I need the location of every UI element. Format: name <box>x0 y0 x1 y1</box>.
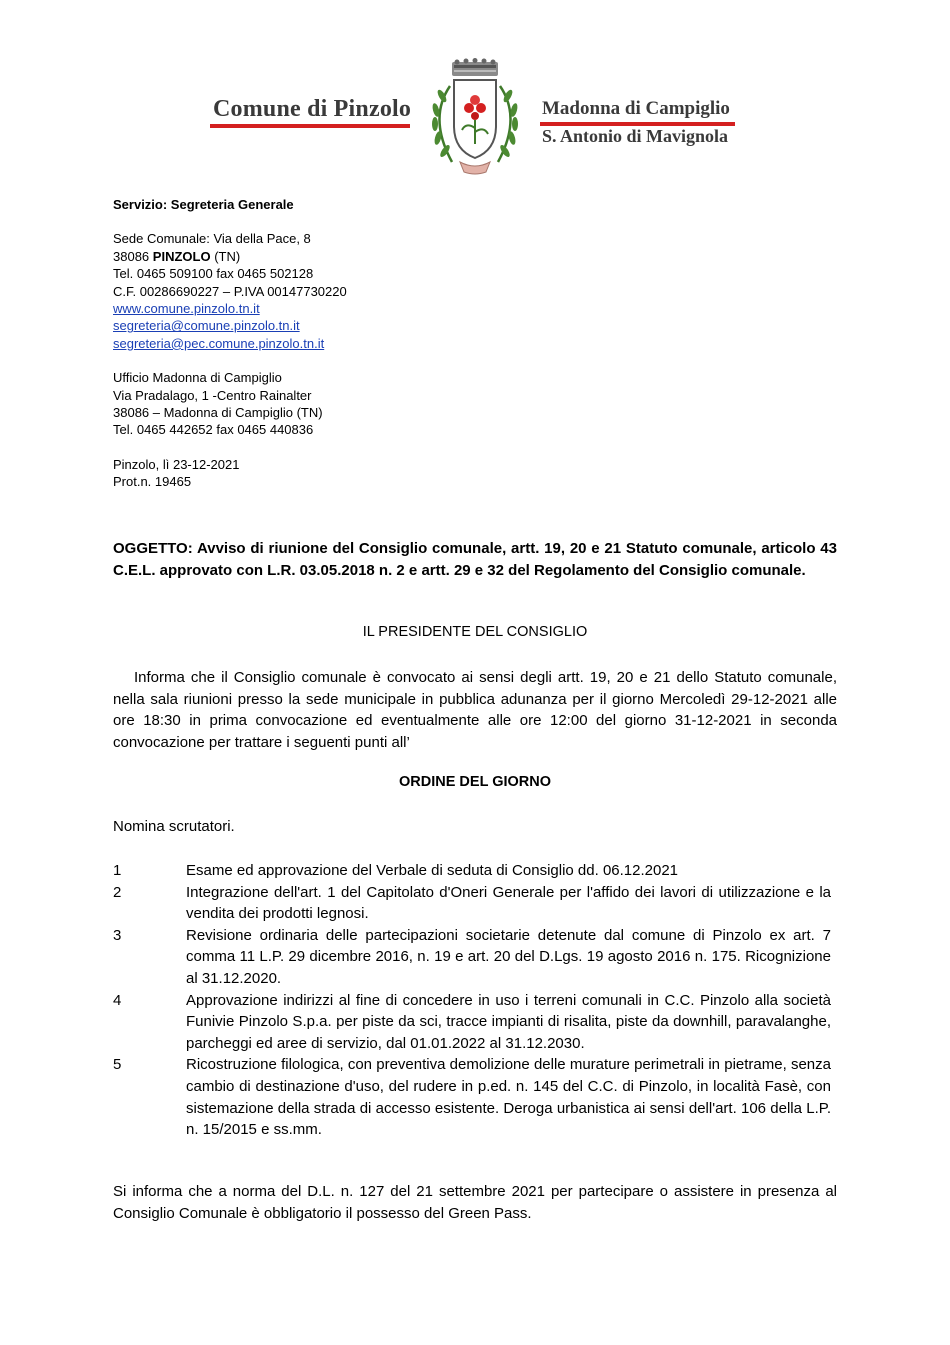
frazione-s-antonio-di-mavignola: S. Antonio di Mavignola <box>542 126 729 146</box>
agenda-list <box>113 860 833 1141</box>
hq-town: PINZOLO <box>152 248 211 264</box>
agenda-item-number: 3 <box>113 926 122 944</box>
agenda-item <box>113 882 833 925</box>
green-pass-note: Si informa che a norma del D.L. n. 127 del 21 settembre 2021 per partecipare o assistere in presenza al Consiglio Comunale è obbligatorio il possesso del Green Pass. <box>113 1183 837 1222</box>
agenda-item-number: 2 <box>113 883 122 901</box>
office-town: 38086 – Madonna di Campiglio (TN) <box>113 405 323 421</box>
agenda-item-text: Revisione ordinaria delle partecipazioni societarie detenute dal comune di Pinzolo ex art. 7 comma 11 L.P. 29 dicembre 2016, n. 19 e art. 20 del D.Lgs. 19 agosto 2016 n. 175. Ricognizione al 31.12.2020. <box>186 926 831 987</box>
agenda-item-number: 5 <box>113 1056 122 1074</box>
service-name: Servizio: Segreteria Generale <box>113 197 294 212</box>
hq-phone: Tel. 0465 509100 fax 0465 502128 <box>113 266 314 282</box>
subject: OGGETTO: Avviso di riunione del Consiglio comunale, artt. 19, 20 e 21 Statuto comunale, articolo 43 C.E.L. approvato con L.R. 03.05.2018 n. 2 e artt. 29 e 32 del Regolamento del Consiglio comunale. <box>113 540 837 579</box>
hq-cap: 38086 <box>113 248 150 264</box>
office-name: Ufficio Madonna di Campiglio <box>113 370 282 386</box>
email-link[interactable]: segreteria@comune.pinzolo.tn.it <box>113 318 300 334</box>
agenda-item-text: Ricostruzione filologica, con preventiva demolizione delle murature perimetrali in pietrame, senza cambio di destinazione d'uso, del rudere in p.ed. n. 145 del C.C. di Pinzolo, in località Fasè, con sistemazione della strada di accesso esistente. Deroga urbanistica ai sensi dell'art. 106 della L.P. n. 15/2015 e ss.mm. <box>186 1056 831 1139</box>
place-date: Pinzolo, lì 23-12-2021 <box>113 456 240 472</box>
hq-town-line <box>113 248 837 265</box>
president-heading: IL PRESIDENTE DEL CONSIGLIO <box>362 624 588 640</box>
agenda-item-text: Integrazione dell'art. 1 del Capitolato d'Oneri Generale per l'affido dei lavori di utilizzazione e la vendita dei prodotti legnosi. <box>186 883 831 923</box>
frazione-madonna-di-campiglio: Madonna di Campiglio <box>542 98 730 119</box>
agenda-item <box>113 925 833 990</box>
agenda-heading: ORDINE DEL GIORNO <box>399 774 551 790</box>
agenda-item-number: 1 <box>113 862 122 879</box>
agenda-item-number: 4 <box>113 991 122 1009</box>
sender-block <box>113 196 837 491</box>
pec-link[interactable]: segreteria@pec.comune.pinzolo.tn.it <box>113 335 325 351</box>
municipal-crest-icon <box>420 58 530 182</box>
hq-province: (TN) <box>214 248 241 264</box>
letterhead <box>0 58 950 188</box>
inform-text: Informa che il Consiglio comunale è convocato ai sensi degli artt. 19, 20 e 21 dello Statuto comunale, nella sala riunioni presso la sede municipale in pubblica adunanza per il giorno Mercoledì 29-12-2021 alle ore 18:30 in prima convocazione ed eventualmente alle ore 12:00 del giorno 31-12-2021 in seconda convocazione per trattare i seguenti punti all’ <box>113 669 837 751</box>
agenda-item-text: Approvazione indirizzi al fine di concedere in uso i terreni comunali in C.C. Pinzolo alla società Funivie Pinzolo S.p.a. per piste da sci, tracce impianti di risalita, piste da downhill, paravalanghe, parcheggi ed aree di servizio, dal 01.01.2022 al 31.12.2030. <box>186 991 831 1052</box>
municipality-name: Comune di Pinzolo <box>213 96 412 122</box>
hq-tax-codes: C.F. 00286690227 – P.IVA 00147730220 <box>113 283 347 299</box>
left-red-rule <box>210 124 410 128</box>
hq-address: Sede Comunale: Via della Pace, 8 <box>113 231 311 247</box>
website-link[interactable]: www.comune.pinzolo.tn.it <box>113 301 260 317</box>
agenda-item <box>113 990 833 1055</box>
office-address: Via Pradalago, 1 -Centro Rainalter <box>113 387 312 403</box>
agenda-item <box>113 860 833 882</box>
agenda-item <box>113 1054 833 1140</box>
office-phone: Tel. 0465 442652 fax 0465 440836 <box>113 422 314 438</box>
inform-paragraph <box>113 667 837 753</box>
agenda-intro: Nomina scrutatori. <box>113 818 235 835</box>
agenda-item-text: Esame ed approvazione del Verbale di seduta di Consiglio dd. 06.12.2021 <box>186 862 679 879</box>
protocol-number: Prot.n. 19465 <box>113 474 192 490</box>
